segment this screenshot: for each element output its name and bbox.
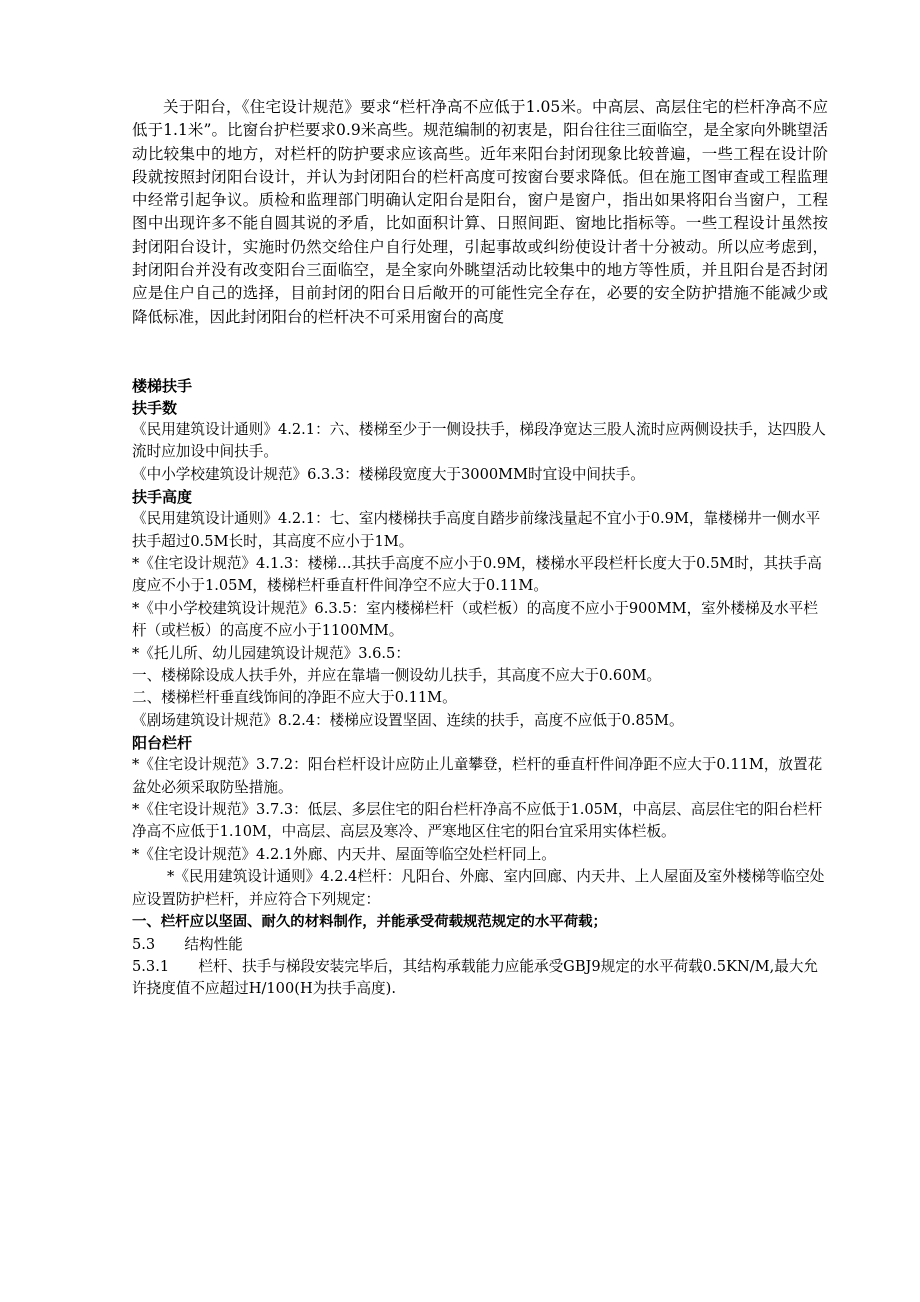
rule-one: 一、栏杆应以坚固、耐久的材料制作，并能承受荷载规范规定的水平荷载；	[132, 914, 607, 931]
balcony-item: *《住宅设计规范》3.7.3：低层、多层住宅的阳台栏杆净高不应低于1.05M，中高层、高层住宅的阳台栏杆净高不应低于1.10M，中高层、高层及寒冷、严寒地区住宅的阳台宜采用实体栏板。	[132, 801, 823, 841]
balcony-item: *《住宅设计规范》4.2.1外廊、内天井、屋面等临空处栏杆同上。	[132, 845, 556, 863]
heading-handrail-height: 扶手高度	[132, 488, 193, 507]
heading-stair-handrail: 楼梯扶手	[132, 376, 193, 395]
section-gap	[132, 329, 828, 375]
handrail-height-item: *《托儿所、幼儿园建筑设计规范》3.6.5：	[132, 644, 410, 662]
handrail-count-item: 《中小学校建筑设计规范》6.3.3：楼梯段宽度大于3000MM时宜设中间扶手。	[132, 465, 645, 483]
heading-handrail-count: 扶手数	[132, 398, 178, 417]
balcony-item: *《住宅设计规范》3.7.2：阳台栏杆设计应防止儿童攀登，栏杆的垂直杆件间净距不应大于0.11M，放置花盆处必须采取防坠措施。	[132, 756, 823, 796]
handrail-count-item: 《民用建筑设计通则》4.2.1：六、楼梯至少于一侧设扶手，梯段净宽达三股人流时应两侧设扶手，达四股人流时应加设中间扶手。	[132, 420, 826, 461]
handrail-height-item: *《中小学校建筑设计规范》6.3.5：室内楼梯栏杆（或栏板）的高度不应小于900MM，室外楼梯及水平栏杆（或栏板）的高度不应小于1100MM。	[132, 599, 818, 640]
section-5-3: 5.3 结构性能	[132, 935, 243, 953]
handrail-height-item: 《剧场建筑设计规范》8.2.4：楼梯应设置坚固、连续的扶手，高度不应低于0.85M。	[132, 711, 684, 729]
heading-balcony-railing: 阳台栏杆	[132, 734, 193, 753]
handrail-height-item: 《民用建筑设计通则》4.2.1：七、室内楼梯扶手高度自踏步前缘浅量起不宜小于0.9M，靠楼梯井一侧水平扶手超过0.5M长时，其高度不应小于1M。	[132, 510, 821, 550]
section-5-3-1: 5.3.1 栏杆、扶手与梯段安装完毕后，其结构承载能力应能承受GBJ9规定的水平荷载0.5KN/M,最大允许挠度值不应超过H/100(H为扶手高度).	[132, 957, 819, 998]
handrail-height-item: 二、楼梯栏杆垂直线饰间的净距不应大于0.11M。	[132, 689, 457, 707]
document-page	[132, 96, 828, 1001]
general-rule: *《民用建筑设计通则》4.2.4栏杆：凡阳台、外廊、室内回廊、内天井、上人屋面及室外楼梯等临空处应设置防护栏杆，并应符合下列规定：	[132, 868, 825, 908]
handrail-height-item: 一、楼梯除设成人扶手外，并应在靠墙一侧设幼儿扶手，其高度不应大于0.60M。	[132, 667, 662, 685]
handrail-height-item: *《住宅设计规范》4.1.3：楼梯…其扶手高度不应小于0.9M，楼梯水平段栏杆长度大于0.5M时，其扶手高度应不小于1.05M，楼梯栏杆垂直杆件间净空不应大于0.11M。	[132, 555, 822, 595]
intro-paragraph: 关于阳台，《住宅设计规范》要求“栏杆净高不应低于1.05米。中高层、高层住宅的栏杆净高不应低于1.1米”。比窗台护栏要求0.9米高些。规范编制的初衷是，阳台往往三面临空，是全家向外眺望活动比较集中的地方，对栏杆的防护要求应该高些。近年来阳台封闭现象比较普遍，一些工程在设计阶段就按照封闭阳台设计，并认为封闭阳台的栏杆高度可按窗台要求降低。但在施工图审查或工程监理中经常引起争议。质检和监理部门明确认定阳台是阳台，窗户是窗户，指出如果将阳台当窗户，工程图中出现许多不能自圆其说的矛盾，比如面积计算、日照间距、窗地比指标等。一些工程设计虽然按封闭阳台设计，实施时仍然交给住户自行处理，引起事故或纠纷使设计者十分被动。所以应考虑到，封闭阳台并没有改变阳台三面临空，是全家向外眺望活动比较集中的地方等性质，并且阳台是否封闭应是住户自己的选择，目前封闭的阳台日后敞开的可能性完全存在，必要的安全防护措施不能减少或降低标准，因此封闭阳台的栏杆决不可采用窗台的高度	[132, 98, 828, 326]
